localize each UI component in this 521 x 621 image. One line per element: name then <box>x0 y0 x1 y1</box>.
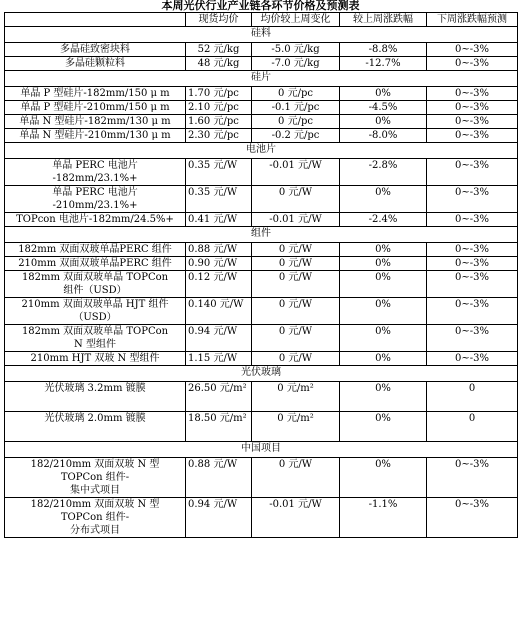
price-change: -0.2 元/pc <box>252 129 340 143</box>
price-change: 0 元/pc <box>252 115 340 129</box>
table-row <box>5 87 518 101</box>
forecast: 0~-3% <box>427 498 518 538</box>
spot-price: 0.94 元/W <box>186 325 252 352</box>
price-change: 0 元/W <box>252 458 340 498</box>
product-name-line: TOPCon 组件- <box>60 512 130 523</box>
pct-change: 0% <box>340 325 427 352</box>
product-name: 单晶 N 型硅片-182mm/130 μ m <box>5 115 186 129</box>
product-name-line: 集中式项目 <box>70 485 120 496</box>
table-row <box>5 382 518 412</box>
product-name <box>5 186 186 213</box>
product-name-line: -210mm/23.1%+ <box>52 200 138 211</box>
spot-price: 18.50 元/m² <box>186 412 252 442</box>
table-row <box>5 186 518 213</box>
table-row <box>5 257 518 271</box>
table-row <box>5 325 518 352</box>
pct-change: -2.4% <box>340 213 427 227</box>
spot-price: 26.50 元/m² <box>186 382 252 412</box>
pct-change: -12.7% <box>340 57 427 71</box>
pct-change: 0% <box>340 257 427 271</box>
spot-price: 0.35 元/W <box>186 159 252 186</box>
spot-price: 0.12 元/W <box>186 271 252 298</box>
forecast: 0~-3% <box>427 159 518 186</box>
product-name-line: 210mm 双面双玻单晶 HJT 组件 <box>21 299 169 310</box>
product-name-line: 单晶 PERC 电池片 <box>52 160 138 171</box>
product-name-line: 组件（USD） <box>63 285 127 296</box>
spot-price: 1.60 元/pc <box>186 115 252 129</box>
spot-price: 0.41 元/W <box>186 213 252 227</box>
price-change: 0 元/m² <box>252 412 340 442</box>
product-name <box>5 159 186 186</box>
product-name <box>5 325 186 352</box>
forecast: 0~-3% <box>427 43 518 57</box>
table-row <box>5 213 518 227</box>
price-change: -7.0 元/kg <box>252 57 340 71</box>
section-silicon: 硅料 <box>5 27 518 43</box>
pct-change: 0% <box>340 298 427 325</box>
price-change: 0 元/W <box>252 325 340 352</box>
section-wafer: 硅片 <box>5 71 518 87</box>
product-name: 多晶硅致密块料 <box>5 43 186 57</box>
product-name: 单晶 N 型硅片-210mm/130 μ m <box>5 129 186 143</box>
section-glass: 光伏玻璃 <box>5 366 518 382</box>
header-forecast: 下周涨跌幅预测 <box>427 13 518 27</box>
product-name-line: （USD） <box>73 312 117 323</box>
table-row <box>5 458 518 498</box>
header-weekly-pct: 较上周涨跌幅 <box>340 13 427 27</box>
forecast: 0~-3% <box>427 101 518 115</box>
product-name <box>5 498 186 538</box>
forecast: 0 <box>427 412 518 442</box>
price-change: -0.01 元/W <box>252 498 340 538</box>
product-name-line: 182/210mm 双面双玻 N 型 <box>30 459 160 470</box>
price-change: -0.01 元/W <box>252 213 340 227</box>
section-module: 组件 <box>5 227 518 243</box>
product-name: 光伏玻璃 2.0mm 镀膜 <box>5 412 186 442</box>
pct-change: 0% <box>340 352 427 366</box>
spot-price: 48 元/kg <box>186 57 252 71</box>
table-row <box>5 57 518 71</box>
header-product <box>5 13 186 27</box>
table-row <box>5 498 518 538</box>
pct-change: -2.8% <box>340 159 427 186</box>
spot-price: 0.35 元/W <box>186 186 252 213</box>
product-name-line: 182mm 双面双玻单晶 TOPCon <box>21 272 169 283</box>
forecast: 0~-3% <box>427 325 518 352</box>
table-row <box>5 243 518 257</box>
pct-change: -1.1% <box>340 498 427 538</box>
pct-change: 0% <box>340 115 427 129</box>
spot-price: 52 元/kg <box>186 43 252 57</box>
pct-change: 0% <box>340 186 427 213</box>
product-name <box>5 271 186 298</box>
price-change: 0 元/W <box>252 243 340 257</box>
forecast: 0~-3% <box>427 57 518 71</box>
product-name-line: TOPCon 组件- <box>60 472 130 483</box>
table-row <box>5 159 518 186</box>
price-change: -0.1 元/pc <box>252 101 340 115</box>
product-name-line: 182mm 双面双玻单晶 TOPCon <box>21 326 169 337</box>
table-row <box>5 129 518 143</box>
price-table <box>4 12 518 538</box>
spot-price: 0.140 元/W <box>186 298 252 325</box>
section-cell: 电池片 <box>5 143 518 159</box>
pct-change: -4.5% <box>340 101 427 115</box>
price-change: 0 元/m² <box>252 382 340 412</box>
price-change: 0 元/W <box>252 352 340 366</box>
product-name: 光伏玻璃 3.2mm 镀膜 <box>5 382 186 412</box>
table-title: 本周光伏行业产业链各环节价格及预测表 <box>161 0 360 12</box>
forecast: 0~-3% <box>427 352 518 366</box>
spot-price: 0.88 元/W <box>186 458 252 498</box>
table-row <box>5 352 518 366</box>
pct-change: -8.0% <box>340 129 427 143</box>
pct-change: 0% <box>340 382 427 412</box>
product-name: 182mm 双面双玻单晶PERC 组件 <box>5 243 186 257</box>
forecast: 0~-3% <box>427 458 518 498</box>
price-change: 0 元/W <box>252 298 340 325</box>
spot-price: 2.30 元/pc <box>186 129 252 143</box>
table-row <box>5 43 518 57</box>
pct-change: 0% <box>340 271 427 298</box>
price-change: 0 元/W <box>252 186 340 213</box>
forecast: 0~-3% <box>427 213 518 227</box>
product-name <box>5 298 186 325</box>
forecast: 0~-3% <box>427 115 518 129</box>
table-row <box>5 298 518 325</box>
forecast: 0~-3% <box>427 257 518 271</box>
pct-change: 0% <box>340 412 427 442</box>
pct-change: 0% <box>340 243 427 257</box>
spot-price: 0.88 元/W <box>186 243 252 257</box>
section-china-projects: 中国项目 <box>5 442 518 458</box>
product-name: 单晶 P 型硅片-210mm/150 μ m <box>5 101 186 115</box>
product-name-line: 分布式项目 <box>70 525 120 536</box>
header-weekly-change: 均价较上周变化 <box>252 13 340 27</box>
spot-price: 0.90 元/W <box>186 257 252 271</box>
product-name: 多晶硅颗粒料 <box>5 57 186 71</box>
product-name <box>5 458 186 498</box>
pct-change: -8.8% <box>340 43 427 57</box>
table-row <box>5 271 518 298</box>
product-name: 210mm 双面双玻单晶PERC 组件 <box>5 257 186 271</box>
forecast: 0~-3% <box>427 186 518 213</box>
forecast: 0 <box>427 382 518 412</box>
product-name-line: N 型组件 <box>74 339 116 350</box>
table-row <box>5 412 518 442</box>
pct-change: 0% <box>340 87 427 101</box>
product-name: 210mm HJT 双玻 N 型组件 <box>5 352 186 366</box>
product-name-line: -182mm/23.1%+ <box>52 173 138 184</box>
forecast: 0~-3% <box>427 271 518 298</box>
price-change: 0 元/W <box>252 271 340 298</box>
product-name: TOPcon 电池片-182mm/24.5%+ <box>5 213 186 227</box>
table-row <box>5 101 518 115</box>
header-row <box>5 13 518 27</box>
spot-price: 2.10 元/pc <box>186 101 252 115</box>
product-name-line: 182/210mm 双面双玻 N 型 <box>30 499 160 510</box>
forecast: 0~-3% <box>427 243 518 257</box>
price-change: -5.0 元/kg <box>252 43 340 57</box>
price-change: 0 元/pc <box>252 87 340 101</box>
product-name-line: 单晶 PERC 电池片 <box>52 187 138 198</box>
spot-price: 1.70 元/pc <box>186 87 252 101</box>
price-change: -0.01 元/W <box>252 159 340 186</box>
forecast: 0~-3% <box>427 87 518 101</box>
product-name: 单晶 P 型硅片-182mm/150 μ m <box>5 87 186 101</box>
forecast: 0~-3% <box>427 129 518 143</box>
spot-price: 0.94 元/W <box>186 498 252 538</box>
table-row <box>5 115 518 129</box>
forecast: 0~-3% <box>427 298 518 325</box>
price-change: 0 元/W <box>252 257 340 271</box>
spot-price: 1.15 元/W <box>186 352 252 366</box>
header-spot-price: 现货均价 <box>186 13 252 27</box>
pct-change: 0% <box>340 458 427 498</box>
